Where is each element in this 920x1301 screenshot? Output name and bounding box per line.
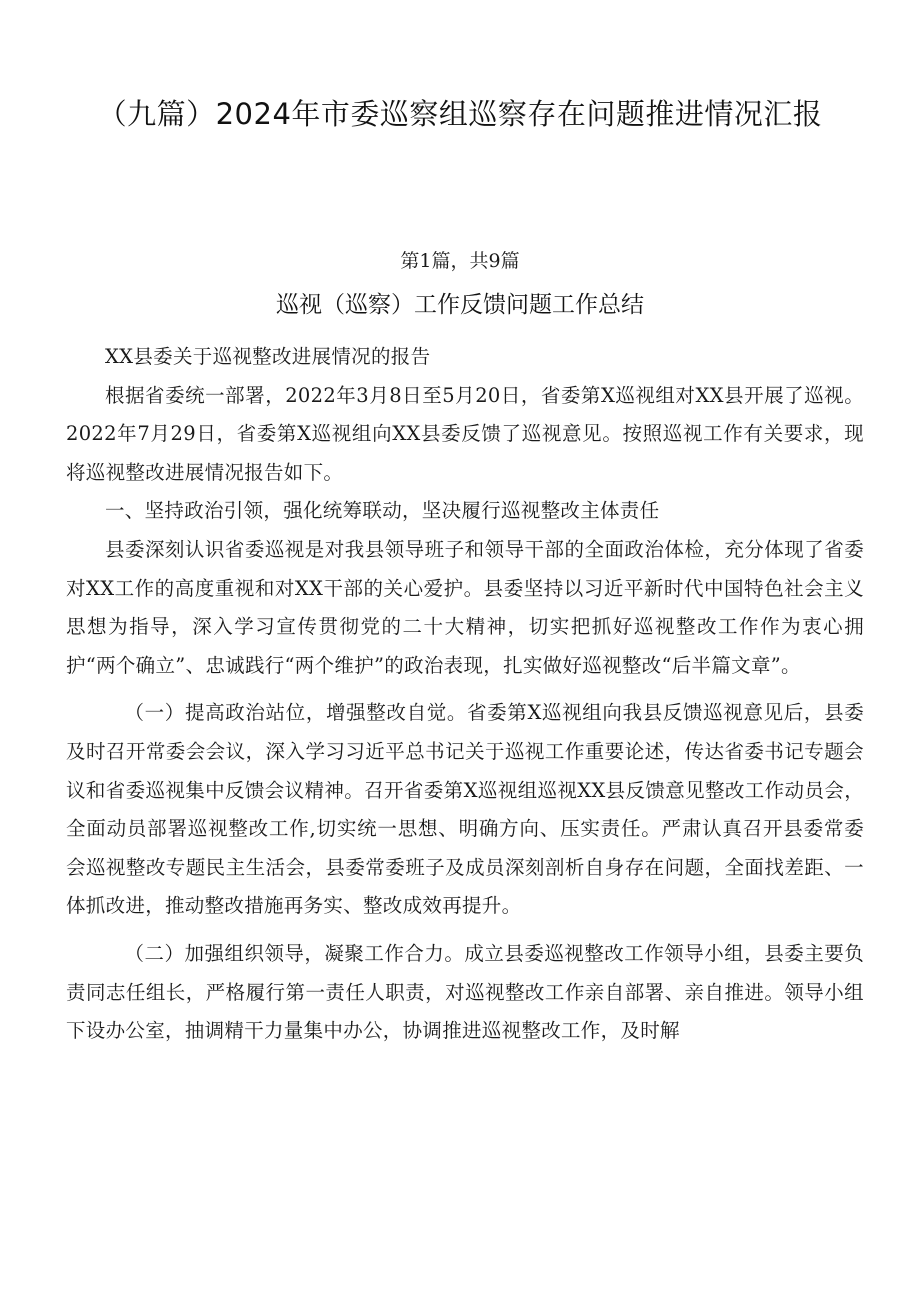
subsection-one-paragraph: （一）提高政治站位，增强整改自觉。省委第X巡视组向我县反馈巡视意见后，县委及时召开常委会会议，深入学习习近平总书记关于巡视工作重要论述，传达省委书记专题会议和省委巡视集中反馈会议精神。召开省委第X巡视组巡视XX县反馈意见整改工作动员会，全面动员部署巡视整改工作,切实统一思想、明确方向、压实责任。严肃认真召开县委常委会巡视整改专题民主生活会，县委常委班子及成员深刻剖析自身存在问题，全面找差距、一体抓改进，推动整改措施再务实、整改成效再提升。 <box>66 701 864 918</box>
section-title: 巡视（巡察）工作反馈问题工作总结 <box>276 292 644 318</box>
part-count: 第1篇，共9篇 <box>400 250 520 272</box>
section-one-heading: 一、坚持政治引领，强化统筹联动，坚决履行巡视整改主体责任 <box>105 499 660 523</box>
subsection-two-paragraph: （二）加强组织领导，凝聚工作合力。成立县委巡视整改工作领导小组，县委主要负责同志任组长，严格履行第一责任人职责，对巡视整改工作亲自部署、亲自推进。领导小组下设办公室，抽调精干力量集中办公，协调推进巡视整改工作，及时解 <box>66 941 864 1043</box>
document-title: （九篇）2024年市委巡察组巡察存在问题推进情况汇报 <box>97 97 823 131</box>
report-heading-paragraph: XX县委关于巡视整改进展情况的报告 <box>105 345 431 368</box>
body-paragraph: 县委深刻认识省委巡视是对我县领导班子和领导干部的全面政治体检，充分体现了省委对XX工作的高度重视和对XX干部的关心爱护。县委坚持以习近平新时代中国特色社会主义思想为指导，深入学习宣传贯彻党的二十大精神，切实把抓好巡视整改工作作为衷心拥护“两个确立”、忠诚践行“两个维护”的政治表现，扎实做好巡视整改“后半篇文章”。 <box>66 537 864 677</box>
intro-paragraph: 根据省委统一部署，2022年3月8日至5月20日，省委第X巡视组对XX县开展了巡视。2022年7月29日，省委第X巡视组向XX县委反馈了巡视意见。按照巡视工作有关要求，现将巡视整改进展情况报告如下。 <box>66 383 864 484</box>
document-body <box>66 338 864 1051</box>
